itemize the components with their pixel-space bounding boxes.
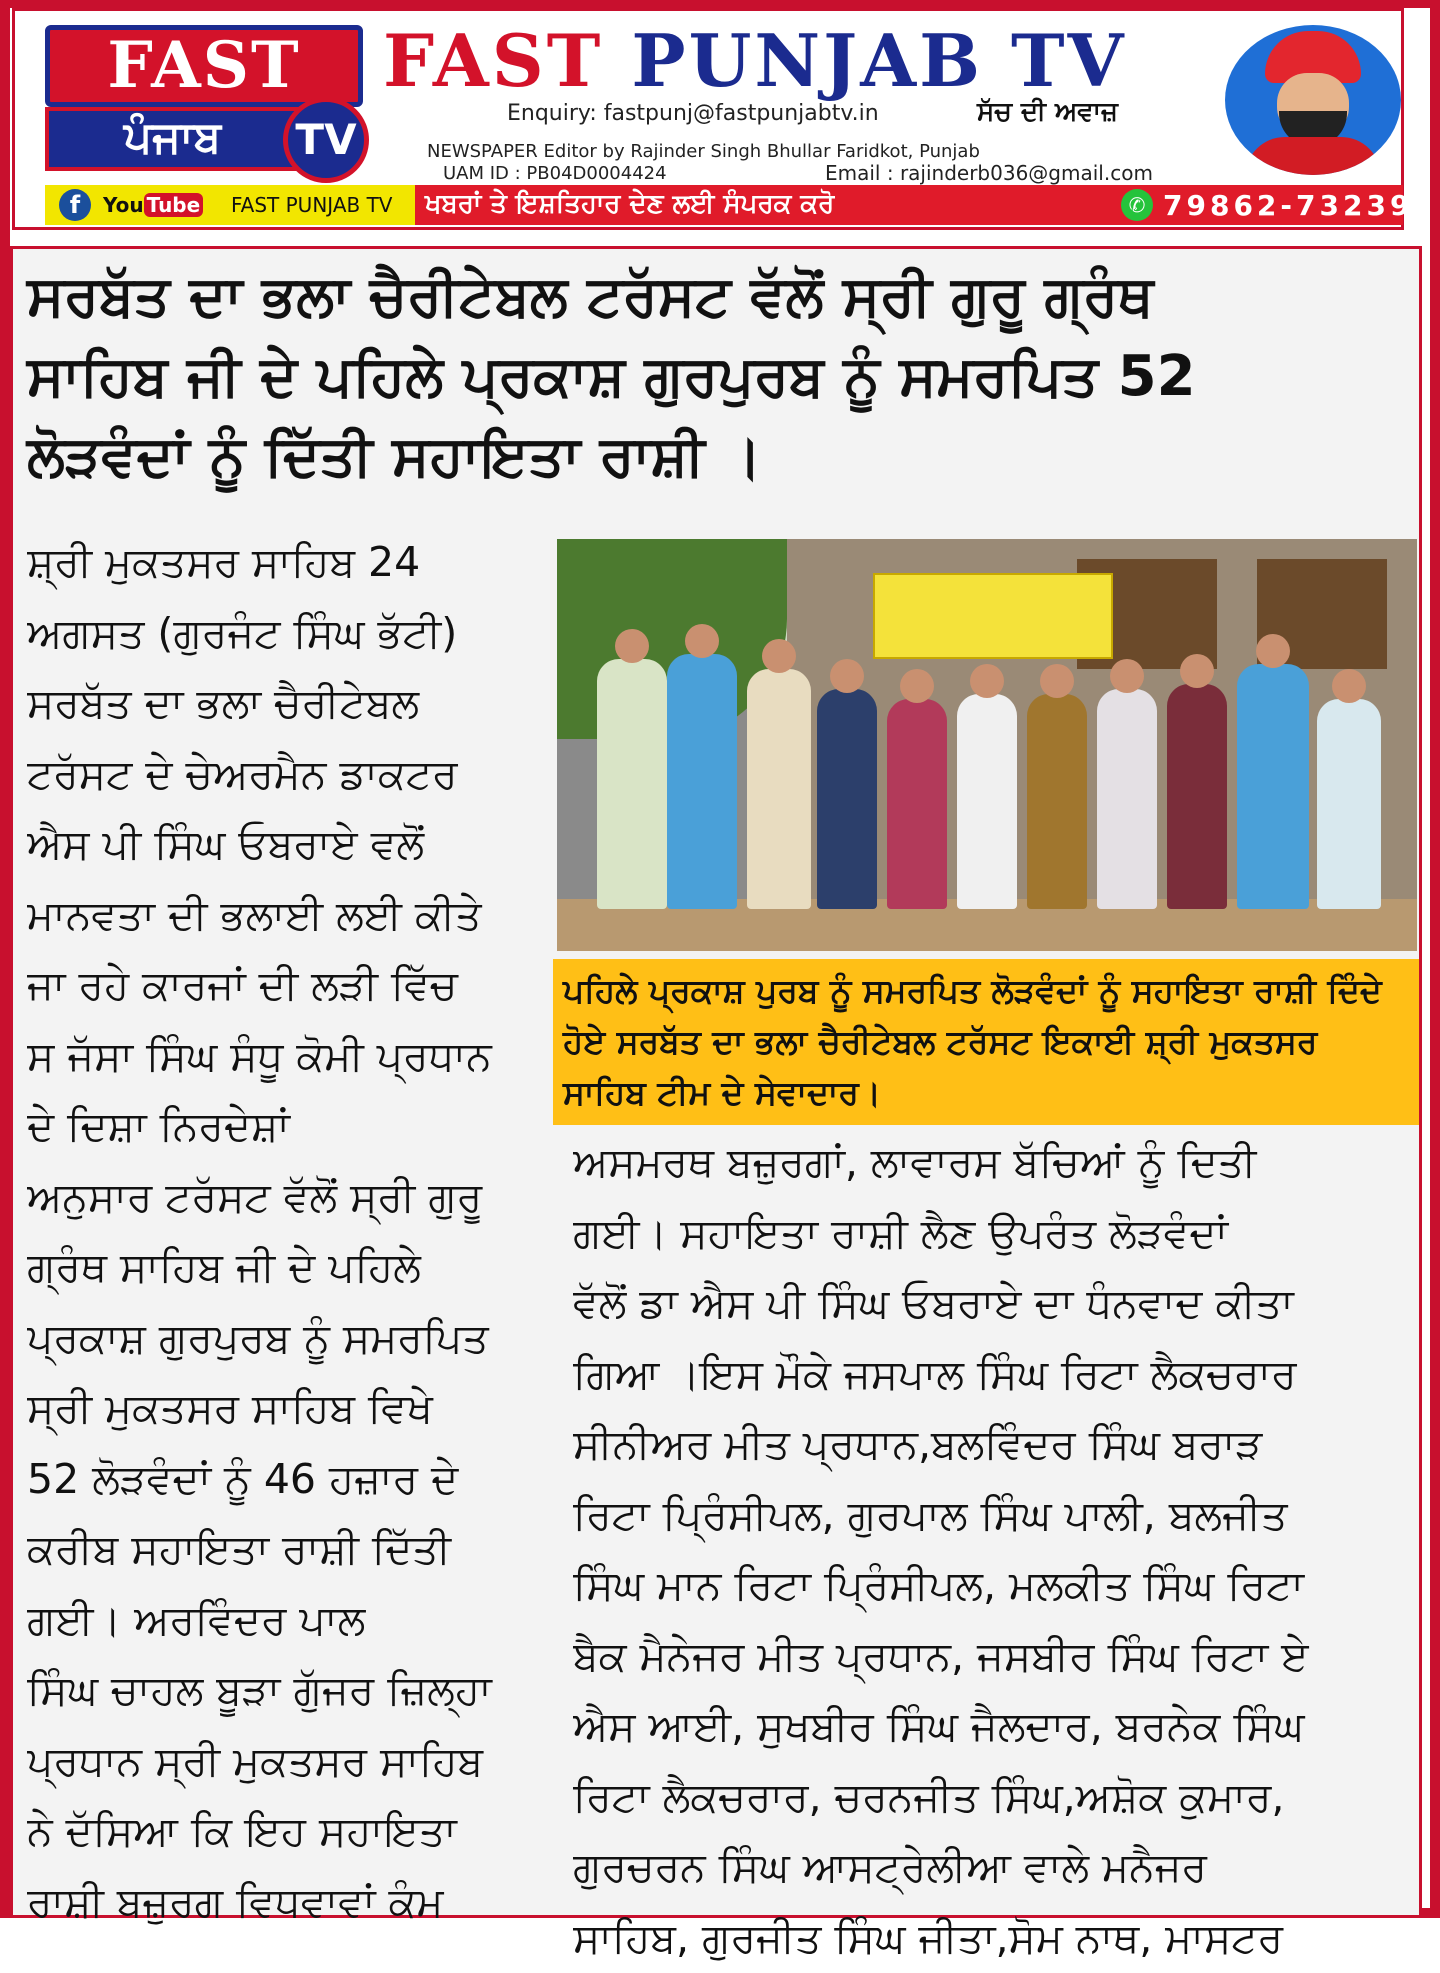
headline-line: ਸਾਹਿਬ ਜੀ ਦੇ ਪਹਿਲੇ ਪ੍ਰਕਾਸ਼ ਗੁਰਪੁਰਬ ਨੂੰ ਸਮਰਪਿਤ 52 xyxy=(27,337,1407,417)
photo-crowd xyxy=(567,609,1407,909)
youtube-tube: Tube xyxy=(144,193,204,217)
right-column xyxy=(573,1127,1417,1973)
headline-line: ਲੋੜਵੰਦਾਂ ਨੂੰ ਦਿੱਤੀ ਸਹਾਇਤਾ ਰਾਸ਼ੀ । xyxy=(27,417,1407,497)
body-line: ਸ ਜੱਸਾ ਸਿੰਘ ਸੰਧੂ ਕੋਮੀ ਪ੍ਰਧਾਨ xyxy=(27,1021,547,1092)
body-line: ਗਿਆ ।ਇਸ ਮੌਕੇ ਜਸਪਾਲ ਸਿੰਘ ਰਿਟਾ ਲੈਕਚਰਾਰ xyxy=(573,1339,1417,1410)
body-line: 52 ਲੋੜਵੰਦਾਂ ਨੂੰ 46 ਹਜ਼ਾਰ ਦੇ xyxy=(27,1444,547,1515)
uam-id: UAM ID : PB04D0004424 xyxy=(443,163,667,184)
body-line: ਮਾਨਵਤਾ ਦੀ ਭਲਾਈ ਲਈ ਕੀਤੇ xyxy=(27,880,547,951)
body-line: ਅਸਮਰਥ ਬਜ਼ੁਰਗਾਂ, ਲਾਵਾਰਸ ਬੱਚਿਆਂ ਨੂੰ ਦਿਤੀ xyxy=(573,1127,1417,1198)
youtube-you: You xyxy=(103,193,144,217)
news-photo xyxy=(557,539,1417,951)
editor-email: Email : rajinderb036@gmail.com xyxy=(825,161,1153,185)
facebook-icon[interactable]: f xyxy=(59,189,91,221)
body-line: ਦੇ ਦਿਸ਼ਾ ਨਿਰਦੇਸ਼ਾਂ xyxy=(27,1091,547,1162)
contact-bar xyxy=(415,185,1403,225)
body-line: ਪ੍ਰਧਾਨ ਸ੍ਰੀ ਮੁਕਤਸਰ ਸਾਹਿਬ xyxy=(27,1726,547,1797)
channel-logo xyxy=(45,25,363,175)
phone-number[interactable]: 79862-73239 xyxy=(1163,189,1413,222)
body-line: ਸਿੰਘ ਮਾਨ ਰਿਟਾ ਪ੍ਰਿੰਸੀਪਲ, ਮਲਕੀਤ ਸਿੰਘ ਰਿਟਾ xyxy=(573,1550,1417,1621)
body-line: ਸਰਬੱਤ ਦਾ ਭਲਾ ਚੈਰੀਟੇਬਲ xyxy=(27,668,547,739)
editor-line: NEWSPAPER Editor by Rajinder Singh Bhullar Faridkot, Punjab xyxy=(427,141,980,162)
body-line: ਨੇ ਦੱਸਿਆ ਕਿ ਇਹ ਸਹਾਇਤਾ xyxy=(27,1796,547,1867)
body-line: ਰਿਟਾ ਪ੍ਰਿੰਸੀਪਲ, ਗੁਰਪਾਲ ਸਿੰਘ ਪਾਲੀ, ਬਲਜੀਤ xyxy=(573,1480,1417,1551)
photo-caption: ਪਹਿਲੇ ਪ੍ਰਕਾਸ਼ ਪੁਰਬ ਨੂੰ ਸਮਰਪਿਤ ਲੋੜਵੰਦਾਂ ਨੂੰ ਸਹਾਇਤਾ ਰਾਸ਼ੀ ਦਿੰਦੇ ਹੋਏ ਸਰਬੱਤ ਦਾ ਭਲਾ ਚੈਰੀਟੇਬਲ ਟਰੱਸਟ ਇਕਾਈ ਸ਼੍ਰੀ ਮੁਕਤਸਰ ਸਾਹਿਬ ਟੀਮ ਦੇ ਸੇਵਾਦਾਰ। xyxy=(553,959,1419,1125)
logo-fast: FAST xyxy=(45,25,363,107)
body-line: ਗੁਰਚਰਨ ਸਿੰਘ ਆਸਟ੍ਰੇਲੀਆ ਵਾਲੇ ਮਨੈਜਰ xyxy=(573,1832,1417,1903)
body-line: ਪ੍ਰਕਾਸ਼ ਗੁਰਪੁਰਬ ਨੂੰ ਸਮਰਪਿਤ xyxy=(27,1303,547,1374)
body-line: ਟਰੱਸਟ ਦੇ ਚੇਅਰਮੈਨ ਡਾਕਟਰ xyxy=(27,739,547,810)
body-line: ਸਾਹਿਬ, ਗੁਰਜੀਤ ਸਿੰਘ ਜੀਤਾ,ਸੋਮ ਨਾਥ, ਮਾਸਟਰ xyxy=(573,1903,1417,1973)
channel-name: FAST PUNJAB TV xyxy=(231,193,392,217)
brand-title-punjab-tv: PUNJAB TV xyxy=(631,18,1126,103)
body-line: ਸੀਨੀਅਰ ਮੀਤ ਪ੍ਰਧਾਨ,ਬਲਵਿੰਦਰ ਸਿੰਘ ਬਰਾੜ xyxy=(573,1409,1417,1480)
body-line: ਬੈਕ ਮੈਨੇਜਰ ਮੀਤ ਪ੍ਰਧਾਨ, ਜਸਬੀਰ ਸਿੰਘ ਰਿਟਾ ਏ xyxy=(573,1621,1417,1692)
body-line: ਐਸ ਪੀ ਸਿੰਘ ਓਬਰਾਏ ਵਲੋਂ xyxy=(27,809,547,880)
body-line: ਗ੍ਰੰਥ ਸਾਹਿਬ ਜੀ ਦੇ ਪਹਿਲੇ xyxy=(27,1232,547,1303)
brand-title xyxy=(383,21,1126,101)
body-line: ਅਗਸਤ (ਗੁਰਜੰਟ ਸਿੰਘ ਭੱਟੀ) xyxy=(27,598,547,669)
body-line: ਰਾਸ਼ੀ ਬਜ਼ੁਰਗ ਵਿਧਵਾਵਾਂ ਕੰਮ xyxy=(27,1867,547,1938)
body-line: ਵੱਲੋਂ ਡਾ ਐਸ ਪੀ ਸਿੰਘ ਓਬਰਾਏ ਦਾ ਧੰਨਵਾਦ ਕੀਤਾ xyxy=(573,1268,1417,1339)
headline xyxy=(27,257,1407,497)
logo-tv: TV xyxy=(283,97,369,183)
headline-line: ਸਰਬੱਤ ਦਾ ਭਲਾ ਚੈਰੀਟੇਬਲ ਟਰੱਸਟ ਵੱਲੋਂ ਸ੍ਰੀ ਗੁਰੂ ਗ੍ਰੰਥ xyxy=(27,257,1407,337)
youtube-icon[interactable] xyxy=(103,190,203,220)
body-line: ਗਈ। ਅਰਵਿੰਦਰ ਪਾਲ xyxy=(27,1585,547,1656)
body-line: ਐਸ ਆਈ, ਸੁਖਬੀਰ ਸਿੰਘ ਜੈਲਦਾਰ, ਬਰਨੇਕ ਸਿੰਘ xyxy=(573,1691,1417,1762)
body-line: ਸ੍ਰੀ ਮੁਕਤਸਰ ਸਾਹਿਬ ਵਿਖੇ xyxy=(27,1373,547,1444)
whatsapp-icon[interactable]: ✆ xyxy=(1121,189,1153,221)
contact-text: ਖਬਰਾਂ ਤੇ ਇਸ਼ਤਿਹਾਰ ਦੇਣ ਲਈ ਸੰਪਰਕ ਕਰੋ xyxy=(425,189,834,220)
body-line: ਕਰੀਬ ਸਹਾਇਤਾ ਰਾਸ਼ੀ ਦਿੱਤੀ xyxy=(27,1514,547,1585)
body-line: ਸਿੰਘ ਚਾਹਲ ਬੂੜਾ ਗੁੱਜਰ ਜ਼ਿਲ੍ਹਾ xyxy=(27,1655,547,1726)
logo-punjab: ਪੰਜਾਬ xyxy=(45,107,300,171)
enquiry-email: Enquiry: fastpunj@fastpunjabtv.in xyxy=(507,101,879,126)
tagline: ਸੱਚ ਦੀ ਅਵਾਜ਼ xyxy=(977,97,1118,128)
editor-avatar xyxy=(1225,25,1401,175)
social-strip xyxy=(45,185,415,225)
body-line: ਗਈ। ਸਹਾਇਤਾ ਰਾਸ਼ੀ ਲੈਣ ਉਪਰੰਤ ਲੋੜਵੰਦਾਂ xyxy=(573,1198,1417,1269)
contact-strip xyxy=(45,185,1403,225)
body-line: ਸ਼੍ਰੀ ਮੁਕਤਸਰ ਸਾਹਿਬ 24 xyxy=(27,527,547,598)
body-line: ਰਿਟਾ ਲੈਕਚਰਾਰ, ਚਰਨਜੀਤ ਸਿੰਘ,ਅਸ਼ੋਕ ਕੁਮਾਰ, xyxy=(573,1762,1417,1833)
body-line: ਜਾ ਰਹੇ ਕਾਰਜਾਂ ਦੀ ਲੜੀ ਵਿੱਚ xyxy=(27,950,547,1021)
body-line: ਅਨੁਸਾਰ ਟਰੱਸਟ ਵੱਲੋਂ ਸ੍ਰੀ ਗੁਰੂ xyxy=(27,1162,547,1233)
news-article xyxy=(10,246,1422,1918)
left-column xyxy=(27,527,547,1937)
brand-title-fast: FAST xyxy=(383,18,603,103)
masthead xyxy=(12,8,1404,230)
